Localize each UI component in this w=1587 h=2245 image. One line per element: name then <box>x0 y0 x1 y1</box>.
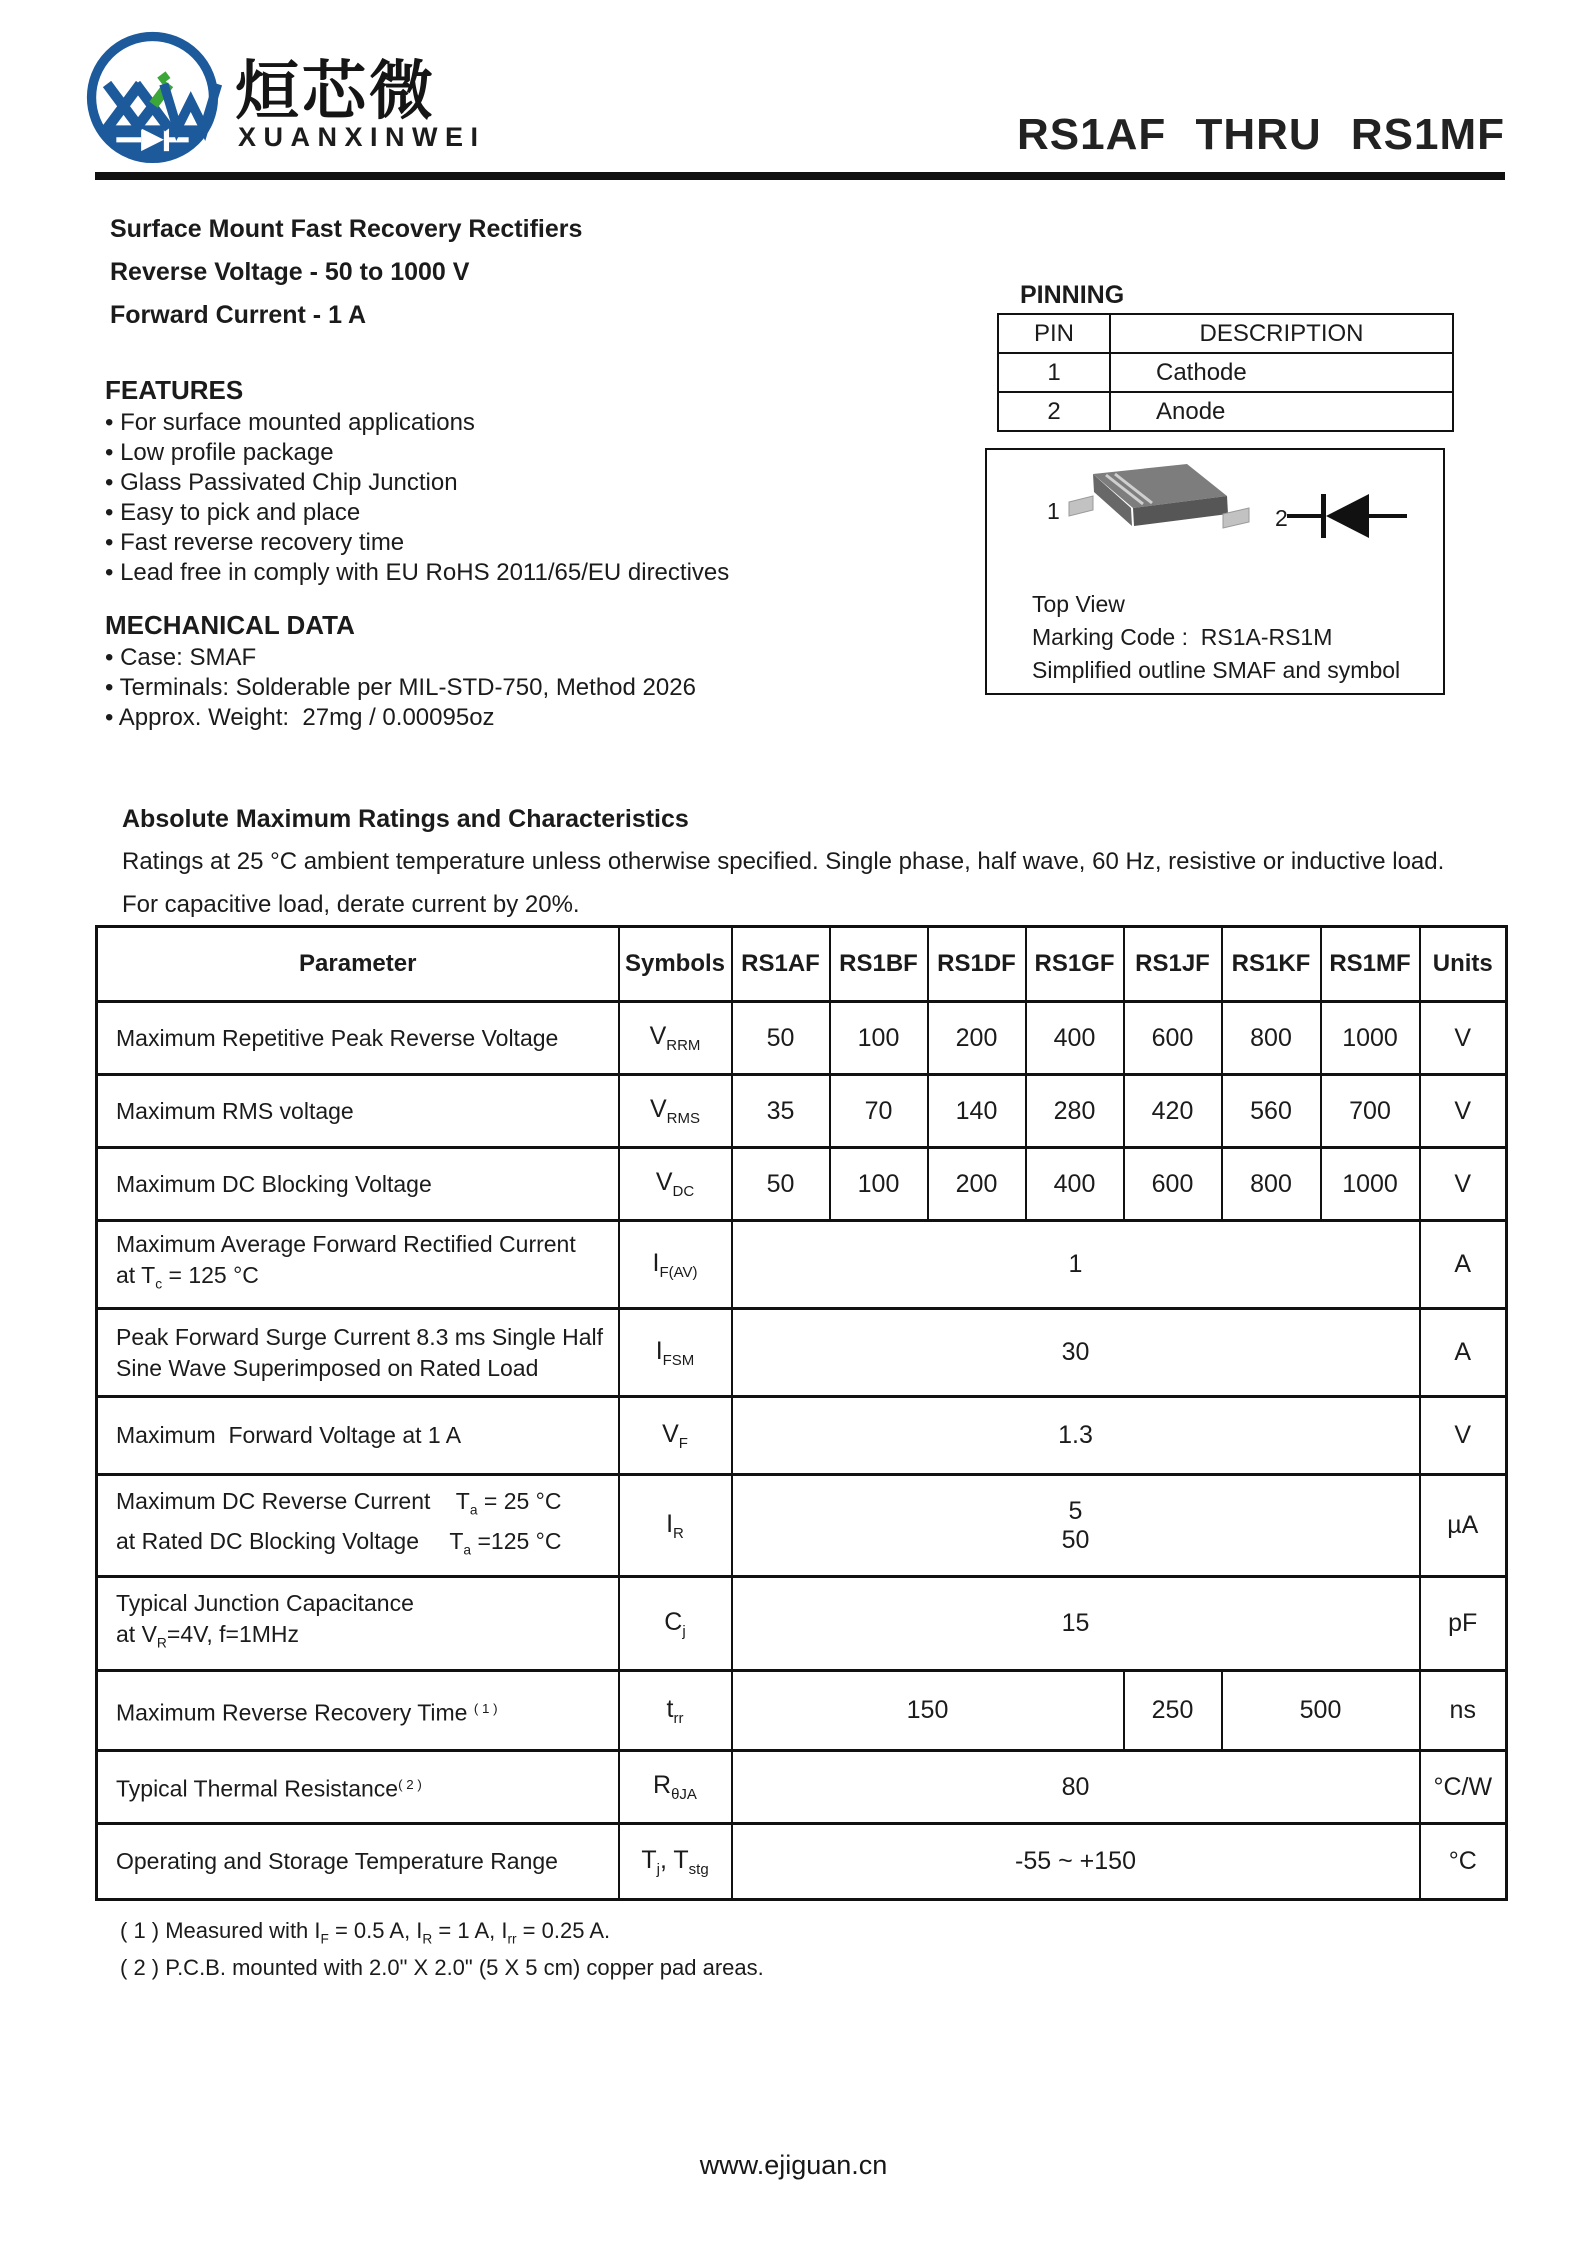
cj-value: 15 <box>732 1577 1420 1671</box>
param-vrms: Maximum RMS voltage <box>97 1075 619 1148</box>
symbol-tjtstg: $T_j$, $T_{stg}$ <box>619 1824 732 1900</box>
summary-line-3: Forward Current - 1 A <box>110 301 367 329</box>
vrms-value: 420 <box>1124 1075 1222 1148</box>
pinning-row <box>998 392 1453 431</box>
trr-value-500: 500 <box>1222 1671 1420 1751</box>
param-ifav-line2: at $T_c = 125$ °C <box>116 1262 259 1292</box>
param-ifsm <box>97 1309 619 1397</box>
param-ir-line1-text: Maximum DC Reverse Current <box>116 1487 431 1514</box>
param-ir <box>97 1475 619 1577</box>
header-parameter: Parameter <box>97 927 619 1002</box>
symbol-ir: $I_R$ <box>619 1475 732 1577</box>
table-row-vrrm <box>97 1002 1507 1075</box>
vrrm-value: 600 <box>1124 1002 1222 1075</box>
param-vdc: Maximum DC Blocking Voltage <box>97 1148 619 1221</box>
table-row-ifav <box>97 1221 1507 1309</box>
param-cj-line1: Typical Junction Capacitance <box>116 1590 414 1617</box>
vdc-value: 200 <box>928 1148 1026 1221</box>
rthja-unit: °C/W <box>1420 1751 1507 1824</box>
vrms-unit: V <box>1420 1075 1507 1148</box>
symbol-vrrm: $V_{RRM}$ <box>619 1002 732 1075</box>
trr-value-150: 150 <box>732 1671 1124 1751</box>
vdc-value: 400 <box>1026 1148 1124 1221</box>
table-row-cj <box>97 1577 1507 1671</box>
vdc-value: 100 <box>830 1148 928 1221</box>
vdc-value: 600 <box>1124 1148 1222 1221</box>
footer-url: www.ejiguan.cn <box>699 2150 888 2180</box>
header-rs1af: RS1AF <box>732 927 830 1002</box>
package-caption-marking-code: Marking Code : RS1A-RS1M <box>1032 624 1333 650</box>
mechanical-item: • Terminals: Solderable per MIL-STD-750, Method 2026 <box>105 673 905 703</box>
page-title: RS1AF THRU RS1MF <box>1016 110 1505 159</box>
package-pin1-label: 1 <box>1047 498 1060 524</box>
vrrm-value: 400 <box>1026 1002 1124 1075</box>
symbol-vdc: $V_{DC}$ <box>619 1148 732 1221</box>
vf-unit: V <box>1420 1397 1507 1475</box>
header-rs1kf: RS1KF <box>1222 927 1321 1002</box>
vrrm-value: 800 <box>1222 1002 1321 1075</box>
table-row-vf <box>97 1397 1507 1475</box>
param-ir-line2-text: at Rated DC Blocking Voltage <box>116 1527 420 1554</box>
param-ifav <box>97 1221 619 1309</box>
ifav-unit: A <box>1420 1221 1507 1309</box>
package-3d-icon <box>1059 458 1259 568</box>
header-rs1jf: RS1JF <box>1124 927 1222 1002</box>
vf-value: 1.3 <box>732 1397 1420 1475</box>
header-units: Units <box>1420 927 1507 1002</box>
pinning-header-row <box>998 314 1453 353</box>
table-row-vrms <box>97 1075 1507 1148</box>
symbol-cj: $C_j$ <box>619 1577 732 1671</box>
vdc-value: 50 <box>732 1148 830 1221</box>
ratings-desc-line2: For capacitive load, derate current by 20%. <box>122 891 580 918</box>
pinning-col-pin: PIN <box>998 314 1110 353</box>
vrrm-value: 100 <box>830 1002 928 1075</box>
header-symbols: Symbols <box>619 927 732 1002</box>
vrrm-value: 50 <box>732 1002 830 1075</box>
trr-value-250: 250 <box>1124 1671 1222 1751</box>
symbol-trr: $t_{rr}$ <box>619 1671 732 1751</box>
tjtstg-unit: °C <box>1420 1824 1507 1900</box>
vdc-unit: V <box>1420 1148 1507 1221</box>
pinning-table <box>997 313 1454 432</box>
table-row-tjtstg <box>97 1824 1507 1900</box>
rthja-value: 80 <box>732 1751 1420 1824</box>
ir-unit: µA <box>1420 1475 1507 1577</box>
pin-number: 2 <box>998 392 1110 431</box>
vrrm-unit: V <box>1420 1002 1507 1075</box>
table-row-rthja <box>97 1751 1507 1824</box>
symbol-vrms: $V_{RMS}$ <box>619 1075 732 1148</box>
vrms-value: 560 <box>1222 1075 1321 1148</box>
pinning-row <box>998 353 1453 392</box>
header-divider <box>95 172 1505 180</box>
brand-chinese-name: 烜芯微 <box>235 55 436 127</box>
vrrm-value: 1000 <box>1321 1002 1420 1075</box>
param-ir-cond2: $T_a =125$ °C <box>449 1527 562 1558</box>
symbol-ifav: $I_{F(AV)}$ <box>619 1221 732 1309</box>
package-caption-top-view: Top View <box>1032 591 1125 617</box>
ratings-description <box>122 840 1522 926</box>
vrms-value: 35 <box>732 1075 830 1148</box>
vrrm-value: 200 <box>928 1002 1026 1075</box>
param-vf: Maximum Forward Voltage at 1 A <box>97 1397 619 1475</box>
vrms-value: 700 <box>1321 1075 1420 1148</box>
package-outline-box <box>985 448 1445 695</box>
feature-item: • Fast reverse recovery time <box>105 528 905 558</box>
mechanical-title: MECHANICAL DATA <box>105 610 355 640</box>
param-vrrm: Maximum Repetitive Peak Reverse Voltage <box>97 1002 619 1075</box>
param-rthja: Typical Thermal Resistance$^{( 2 )}$ <box>97 1751 619 1824</box>
package-caption-outline: Simplified outline SMAF and symbol <box>1032 657 1401 683</box>
ir-value-125c: 50 <box>1061 1525 1090 1554</box>
ir-values <box>732 1475 1420 1577</box>
pin-number: 1 <box>998 353 1110 392</box>
pinning-col-description: DESCRIPTION <box>1110 314 1453 353</box>
table-row-ifsm <box>97 1309 1507 1397</box>
symbol-vf: $V_F$ <box>619 1397 732 1475</box>
param-ifav-line1: Maximum Average Forward Rectified Current <box>116 1231 576 1258</box>
param-ifsm-line2: Sine Wave Superimposed on Rated Load <box>116 1354 539 1381</box>
mechanical-item: • Approx. Weight: 27mg / 0.00095oz <box>105 703 905 733</box>
footnote-1: ( 1 ) Measured with $I_F = 0.5$ A, $I_R = 1$ A, $I_{rr} = 0.25$ A. <box>120 1918 611 1947</box>
trr-unit: ns <box>1420 1671 1507 1751</box>
header-rs1gf: RS1GF <box>1026 927 1124 1002</box>
table-row-ir <box>97 1475 1507 1577</box>
table-row-vdc <box>97 1148 1507 1221</box>
vdc-value: 1000 <box>1321 1148 1420 1221</box>
features-list <box>105 408 905 588</box>
vrms-value: 280 <box>1026 1075 1124 1148</box>
ifsm-unit: A <box>1420 1309 1507 1397</box>
ifav-value: 1 <box>732 1221 1420 1309</box>
tjtstg-value: -55 ~ +150 <box>732 1824 1420 1900</box>
pinning-title: PINNING <box>1020 281 1125 309</box>
param-trr: Maximum Reverse Recovery Time $^{( 1 )}$ <box>97 1671 619 1751</box>
ratings-table <box>95 925 1508 1901</box>
param-cj-line2: at $V_R=4V$, f=1MHz <box>116 1621 300 1651</box>
symbol-ifsm: $I_{FSM}$ <box>619 1309 732 1397</box>
header-rs1df: RS1DF <box>928 927 1026 1002</box>
vdc-value: 800 <box>1222 1148 1321 1221</box>
feature-item: • Lead free in comply with EU RoHS 2011/65/EU directives <box>105 558 905 588</box>
param-tjtstg: Operating and Storage Temperature Range <box>97 1824 619 1900</box>
mechanical-list <box>105 643 905 733</box>
ir-value-25c: 5 <box>1068 1496 1083 1525</box>
symbol-rthja: $R_{\theta JA}$ <box>619 1751 732 1824</box>
ratings-desc-line1: Ratings at 25 °C ambient temperature unless otherwise specified. Single phase, half wave, 60 Hz, resistive or inductive load. <box>122 848 1445 875</box>
summary-line-2: Reverse Voltage - 50 to 1000 V <box>110 258 470 286</box>
cj-unit: pF <box>1420 1577 1507 1671</box>
brand-english-name: XUANXINWEI <box>238 122 486 152</box>
param-ifsm-line1: Peak Forward Surge Current 8.3 ms Single Half <box>116 1323 604 1350</box>
features-title: FEATURES <box>105 375 244 405</box>
feature-item: • Glass Passivated Chip Junction <box>105 468 905 498</box>
ifsm-value: 30 <box>732 1309 1420 1397</box>
pin-description: Cathode <box>1110 353 1453 392</box>
feature-item: • Easy to pick and place <box>105 498 905 528</box>
param-ir-cond1: $T_a = 25$ °C <box>455 1487 562 1518</box>
footnote-2: ( 2 ) P.C.B. mounted with 2.0" X 2.0" (5 X 5 cm) copper pad areas. <box>120 1955 764 1980</box>
package-pin2-label: 2 <box>1275 505 1288 531</box>
vrms-value: 70 <box>830 1075 928 1148</box>
pin-description: Anode <box>1110 392 1453 431</box>
mechanical-item: • Case: SMAF <box>105 643 905 673</box>
table-header-row <box>97 927 1507 1002</box>
param-ir-line2 <box>116 1526 610 1566</box>
vrms-value: 140 <box>928 1075 1026 1148</box>
header-rs1bf: RS1BF <box>830 927 928 1002</box>
feature-item: • For surface mounted applications <box>105 408 905 438</box>
header-rs1mf: RS1MF <box>1321 927 1420 1002</box>
table-row-trr <box>97 1671 1507 1751</box>
param-cj <box>97 1577 619 1671</box>
feature-item: • Low profile package <box>105 438 905 468</box>
ratings-title: Absolute Maximum Ratings and Characteristics <box>122 805 689 833</box>
summary-line-1: Surface Mount Fast Recovery Rectifiers <box>110 215 583 243</box>
param-ir-line1 <box>116 1486 610 1526</box>
diode-symbol-icon <box>1287 488 1407 544</box>
